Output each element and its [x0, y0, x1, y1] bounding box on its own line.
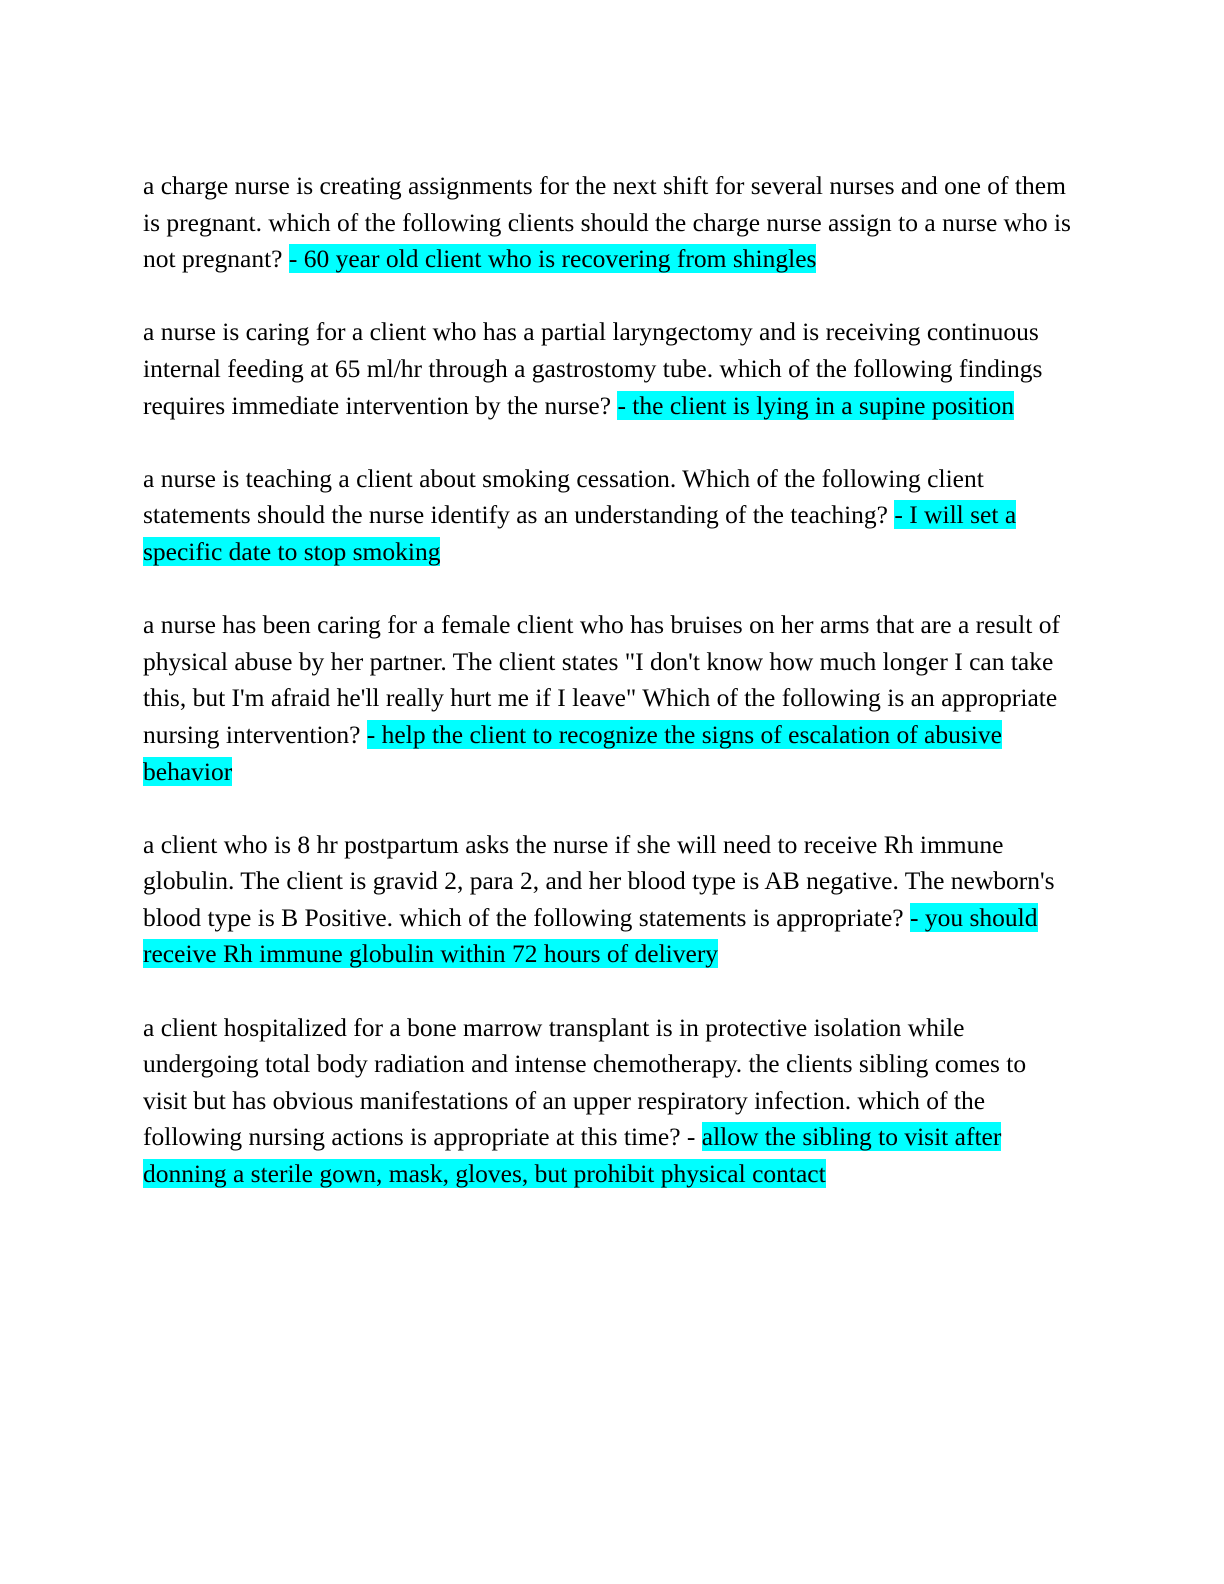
qa-item [143, 607, 1073, 790]
highlighted-answer: - the client is lying in a supine position [617, 390, 1015, 420]
document-body [143, 168, 1073, 1229]
qa-item [143, 314, 1073, 424]
highlighted-answer: - help the client to recognize the signs of escalation of abusive behavior [143, 719, 1002, 786]
question-text: a nurse is caring for a client who has a partial laryngectomy and is receiving continuous internal feeding at 65 ml/hr through a gastrostomy tube. which of the following findings requires immediate intervention by the nurse? [143, 317, 1043, 420]
question-text: a client hospitalized for a bone marrow transplant is in protective isolation while undergoing total body radiation and intense chemotherapy. the clients sibling comes to visit but has obvious manifestations of an upper respiratory infection. which of the following nursing actions is appropriate at this time? - [143, 1012, 1027, 1152]
highlighted-answer: - I will set a specific date to stop smoking [143, 500, 1017, 566]
highlighted-answer: - you should receive Rh immune globulin within 72 hours of delivery [143, 902, 1038, 969]
qa-item [143, 827, 1073, 973]
question-text: a charge nurse is creating assignments for the next shift for several nurses and one of them is pregnant. which of the following clients should the charge nurse assign to a nurse who is not pregnant? [143, 171, 1071, 274]
qa-item [143, 461, 1073, 571]
qa-item [143, 168, 1073, 278]
question-text: a nurse has been caring for a female client who has bruises on her arms that are a result of physical abuse by her partner. The client states "I don't know how much longer I can take this, but I'm afraid he'll really hurt me if I leave" Which of the following is an appropriate nursing intervention? [143, 610, 1060, 749]
qa-item [143, 1010, 1073, 1193]
question-text: a client who is 8 hr postpartum asks the nurse if she will need to receive Rh immune globulin. The client is gravid 2, para 2, and her blood type is AB negative. The newborn's blood type is B Positive. which of the following statements is appropriate? [143, 829, 1055, 932]
highlighted-answer: allow the sibling to visit after donning a sterile gown, mask, gloves, but prohibit physical contact [143, 1122, 1002, 1189]
highlighted-answer: - 60 year old client who is recovering from shingles [288, 244, 817, 274]
question-text: a nurse is teaching a client about smoking cessation. Which of the following client statements should the nurse identify as an understanding of the teaching? [143, 463, 984, 530]
